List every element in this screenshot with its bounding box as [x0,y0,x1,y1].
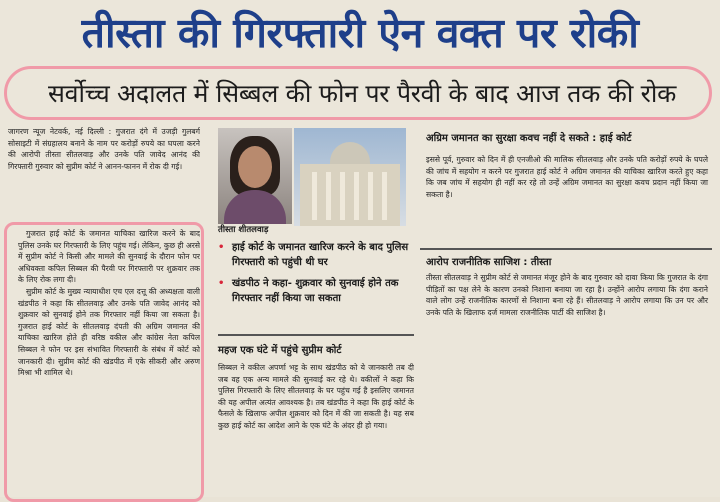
conspiracy-body: तीस्ता सीतलवाड़ ने सुप्रीम कोर्ट से जमानत मंजूर होने के बाद गुरुवार को दावा किया कि गुजरात के दंगा पीड़ितों का पक्ष लेने के कारण उनको निशाना बनाया जा रहा है। उन्होंने आरोप लगाया कि दंगा कराने वाले लोग उन्हें राजनीतिक कारणों से निशाना बना रहे हैं। सीतलवाड़ ने आरोप लगाया कि उन पर और उनके पति के खिलाफ दर्ज मामला राजनीतिक पार्टी की साजिश है। [426,273,708,317]
bullet-item: • खंडपीठ ने कहा- शुक्रवार को सुनवाई होने तक गिरफ्तार नहीं किया जा सकता [218,278,399,304]
left-para-2: गुजरात हाई कोर्ट के जमानत याचिका खारिज करने के बाद पुलिस उनके घर गिरफ्तारी के लिए पहुंच गई। लेकिन, कुछ ही अरसे में सुप्रीम कोर्ट ने किसी और मामले की सुनवाई के दौरान फोन पर अधिवक्ता कपिल सिब्बल की पैरवी पर गिरफ्तारी पर शुक्रवार तक के लिए रोक लगा दी। [18,229,200,285]
headline: तीस्ता की गिरफ्तारी ऐन वक्त पर रोकी [81,9,639,57]
bullet-points [218,240,414,312]
subheadline: सर्वोच्च अदालत में सिब्बल की फोन पर पैरवी के बाद आज तक की रोक [48,79,676,108]
photo-caption: तीस्ता शीतलवाड़ [218,225,269,235]
conspiracy-title: आरोप राजनीतिक साजिश : तीस्ता [426,257,552,268]
mid-section-body: सिब्बल ने वकील अपर्णा भट्ट के साथ खंडपीठ को ये जानकारी तब दी जब वह एक अन्य मामले की सुनवाई कर रहे थे। वकीलों ने कहा कि पुलिस गिरफ्तारी के लिए सीतलवाड़ के घर पहुंच गई है इसलिए जमानत की यह अपील अत्यंत आवश्यक है। तब खंडपीठ ने कहा कि हाई कोर्ट के फैसले के खिलाफ अपील शुक्रवार को दिन में की जा सकती है। यह सब कुछ हाई कोर्ट का आदेश आने के एक घंटे के अंदर ही हो गया। [218,363,414,430]
high-court-title: अग्रिम जमानत का सुरक्षा कवच नहीं दे सकते : हाई कोर्ट [426,133,632,144]
mid-section-title: महज एक घंटे में पहुंचे सुप्रीम कोर्ट [218,345,342,356]
supreme-court-photo [294,128,406,226]
left-column-intro [8,126,200,236]
teesta-photo [218,128,292,224]
high-court-box [420,124,712,244]
left-column-body [18,228,200,496]
bullet-item: • हाई कोर्ट के जमानत खारिज करने के बाद पुलिस गिरफ्तारी को पहुंची थी घर [218,242,409,268]
high-court-body: इससे पूर्व, गुरुवार को दिन में ही एनजीओ की मालिक सीतलवाड़ और उनके पति करोड़ों रुपये के घपले की जांच में सहयोग न करने पर गुजरात हाई कोर्ट ने अग्रिम जमानत की याचिका खारिज करते हुए कहा कि जब जांच में सहयोग ही नहीं कर रहे तो उन्हें अग्रिम जमानत का सुरक्षा कवच प्रदान नहीं किया जा सकता है। [426,155,708,199]
left-para-3: सुप्रीम कोर्ट के मुख्य न्यायाधीश एच एल दत्तू की अध्यक्षता वाली खंडपीठ ने कहा कि सीतलवाड़ और उनके पति जावेद आनंद को शुक्रवार को सुनवाई होने तक गिरफ्तार नहीं किया जा सकता है। गुजरात हाई कोर्ट के सीतलवाड़ दंपती की अग्रिम जमानत की याचिका खारिज होते ही वरिष्ठ वकील और कांग्रेस नेता कपिल सिब्बल ने फोन पर इस संभावित गिरफ्तारी के संबंध में कोर्ट को जानकारी दी। सुप्रीम कोर्ट की खंडपीठ में एके सीकरी और अरुण मिश्रा भी शामिल थे। [18,286,200,378]
political-conspiracy-box [420,248,712,352]
left-para-1: जागरण न्यूज नेटवर्क, नई दिल्ली : गुजरात दंगे में उजड़ी गुलबर्ग सोसाइटी में संग्रहालय बनाने के नाम पर करोड़ों रुपये का घपला करने की आरोपी तीस्ता सीतलवाड़ और उनके पति जावेद आनंद की गिरफ्तारी गुरुवार को सुप्रीम कोर्ट ने आनन-फानन में रोक दी गई। [8,127,200,171]
